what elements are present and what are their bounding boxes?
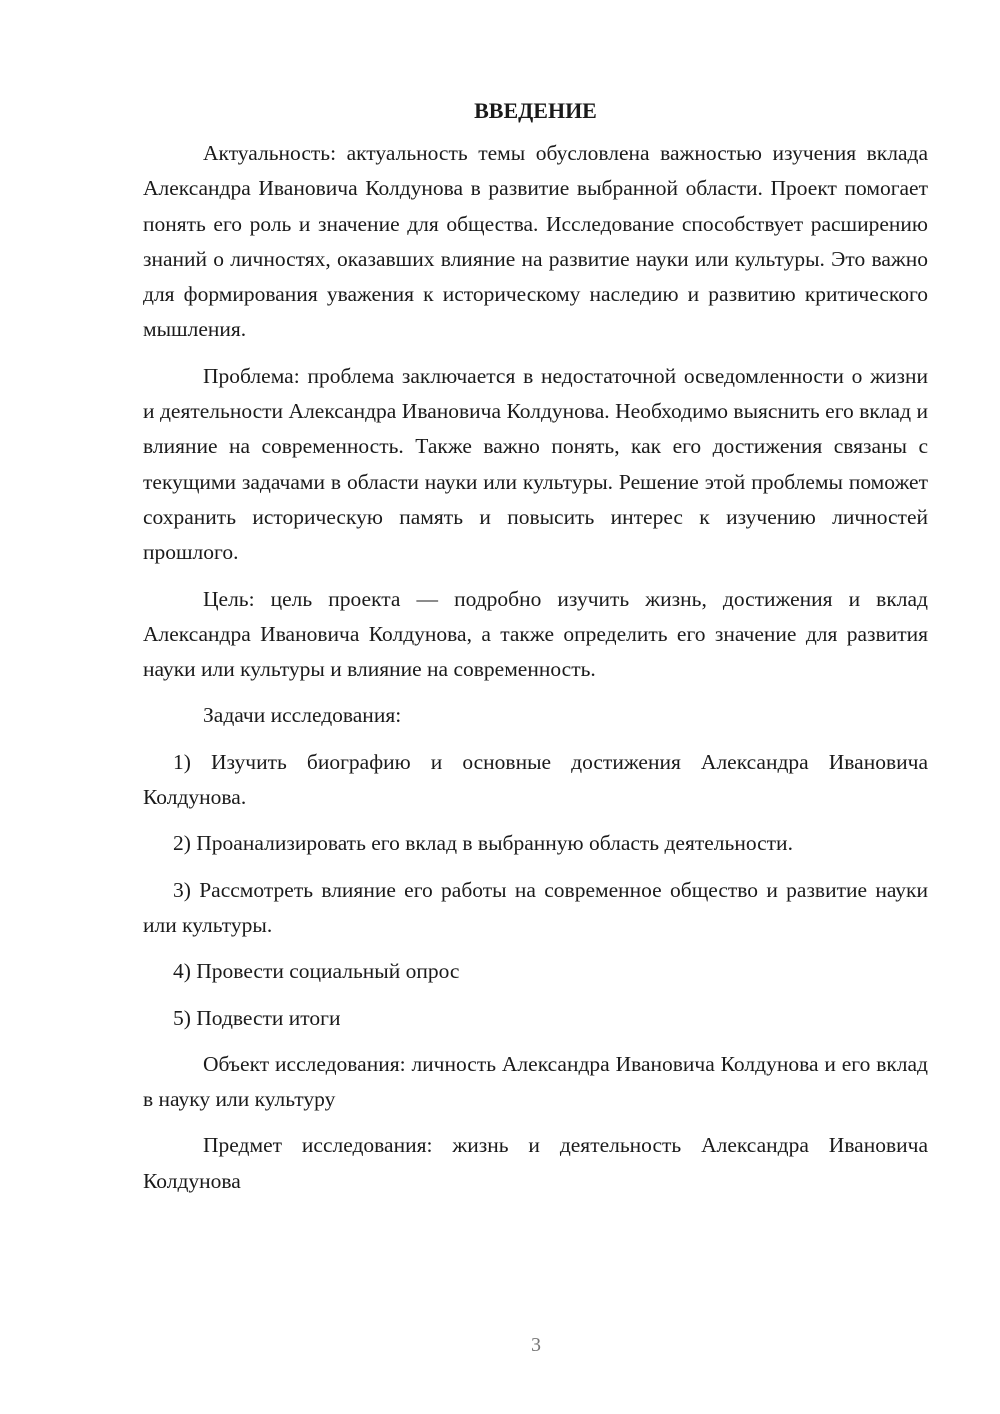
relevance-paragraph: Актуальность: актуальность темы обусловлена важностью изучения вклада Александра Ивановича Колдунова в развитие выбранной области. Проект помогает понять его роль и значение для общества. Исследование способствует расширению знаний о личностях, оказавших влияние на развитие науки или культуры. Это важно для формирования уважения к историческому наследию и развитию критического мышления. xyxy=(143,141,928,342)
goal-paragraph: Цель: цель проекта — подробно изучить жизнь, достижения и вклад Александра Ивановича Колдунова, а также определить его значение для развития науки или культуры и влияние на современность. xyxy=(143,586,928,682)
problem-paragraph: Проблема: проблема заключается в недостаточной осведомленности о жизни и деятельности Александра Ивановича Колдунова. Необходимо выяснить его вклад и влияние на современность. Также важно понять, как его достижения связаны с текущими задачами в области науки или культуры. Решение этой проблемы поможет сохранить историческую память и повысить интерес к изучению личностей прошлого. xyxy=(143,363,928,565)
tasks-heading: Задачи исследования: xyxy=(203,703,402,728)
section-title: ВВЕДЕНИЕ xyxy=(474,98,597,123)
research-subject-paragraph: Предмет исследования: жизнь и деятельность Александра Ивановича Колдунова xyxy=(143,1133,928,1193)
research-object-paragraph: Объект исследования: личность Александра Ивановича Колдунова и его вклад в науку или культуру xyxy=(143,1051,928,1112)
document-page xyxy=(143,96,928,1199)
task-item: 5) Подвести итоги xyxy=(173,1005,341,1030)
task-item: 2) Проанализировать его вклад в выбранную область деятельности. xyxy=(173,831,793,856)
task-item: 1) Изучить биографию и основные достижения Александра Ивановича Колдунова. xyxy=(143,749,928,810)
task-item: 4) Провести социальный опрос xyxy=(173,959,460,984)
page-number: 3 xyxy=(531,1334,541,1356)
task-item: 3) Рассмотреть влияние его работы на современное общество и развитие науки или культуры. xyxy=(143,877,928,937)
